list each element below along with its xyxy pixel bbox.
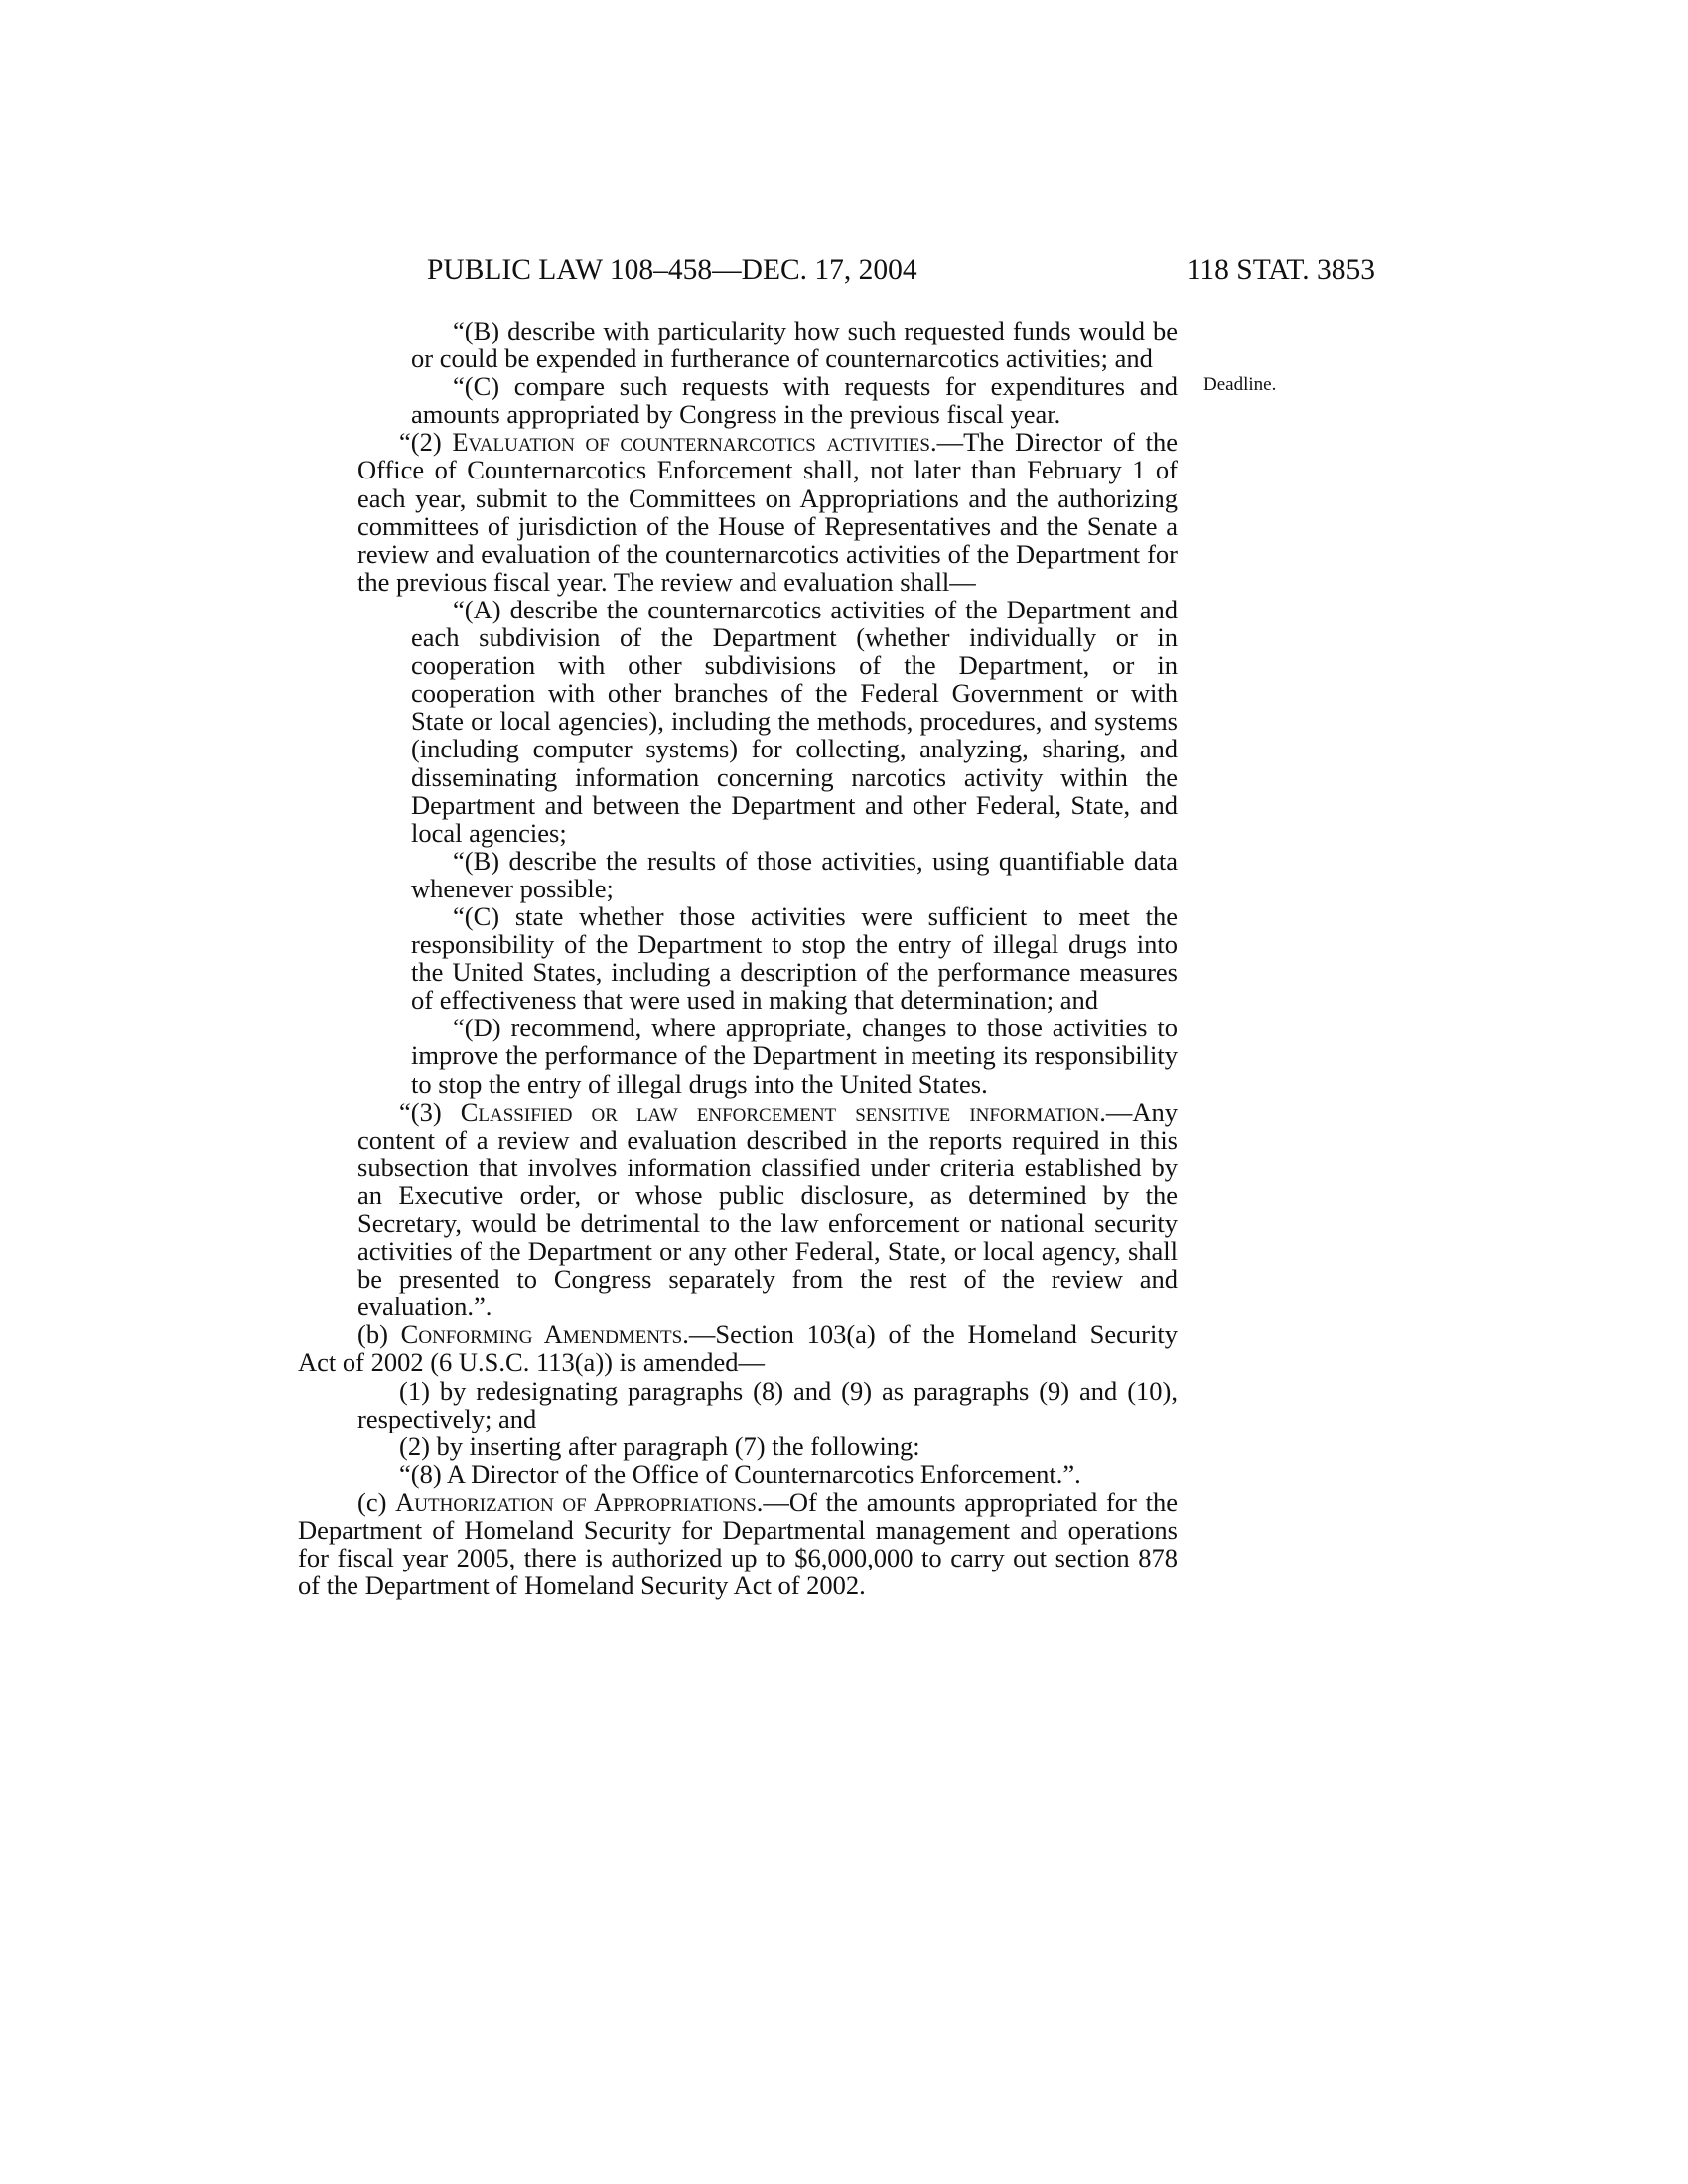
paragraph-2-c: “(C) state whether those activities were sufficient to meet the responsibility of the Department to stop the entry of illegal drugs into the United States, including a description of the performance measures of effectiveness that were used in making that determination; and: [411, 900, 1178, 1016]
paragraph-3-classified: “(3) Classified or law enforcement sensitive information.—Any content of a review and evaluation described in the reports required in this subsection that involves information classified under criteria established by an Executive order, or whose public disclosure, as determined by the Secretary, would be detrimental to the law enforcement or national security activities of the Department or any other Federal, State, or local agency, shall be presented to Congress separately from the rest of the review and evaluation.”.: [357, 1096, 1178, 1322]
section-heading: Conforming Amendments.: [400, 1319, 689, 1350]
inserted-paragraph-8: “(8) A Director of the Office of Counternarcotics Enforcement.”.: [399, 1458, 1081, 1489]
paragraph-1-c: “(C) compare such requests with requests for expenditures and amounts appropriated by Congress in the previous fiscal year.: [411, 371, 1178, 430]
statute-page-number: 118 STAT. 3853: [1186, 254, 1375, 286]
subsection-b-conforming-amendments: (b) Conforming Amendments.—Section 103(a) of the Homeland Security Act of 2002 (6 U.S.C. 113(a)) is amended—: [298, 1319, 1178, 1378]
section-heading: Evaluation of counternarcotics activities.: [452, 427, 937, 458]
paragraph-2-evaluation: “(2) Evaluation of counternarcotics activities.—The Director of the Office of Counternarcotics Enforcement shall, not later than February 1 of each year, submit to the Committees on Appropriations and the authorizing committees of jurisdiction of the House of Representatives and the Senate a review and evaluation of the counternarcotics activities of the Department for the previous fiscal year. The review and evaluation shall—: [357, 427, 1178, 597]
paragraph-1-b: “(B) describe with particularity how such requested funds would be or could be expended in furtherance of counternarcotics activities; and: [411, 316, 1178, 374]
margin-note-deadline: Deadline.: [1203, 374, 1277, 395]
section-heading: Authorization of Appropriations.: [395, 1486, 764, 1517]
amendment-item-1: (1) by redesignating paragraphs (8) and (9) as paragraphs (9) and (10), respectively; and: [357, 1375, 1178, 1433]
document-body: [298, 317, 1178, 1599]
section-heading: Classified or law enforcement sensitive information.: [460, 1096, 1106, 1127]
paragraph-2-d: “(D) recommend, where appropriate, changes to those activities to improve the performance of the Department in meeting its responsibility to stop the entry of illegal drugs into the United States.: [411, 1013, 1178, 1099]
paragraph-2-a: “(A) describe the counternarcotics activities of the Department and each subdivision of the Department (whether individually or in cooperation with other subdivisions of the Department, or in cooperation with other branches of the Federal Government or with State or local agencies), including the methods, procedures, and systems (including computer systems) for collecting, analyzing, sharing, and disseminating information concerning narcotics activity within the Department and between the Department and other Federal, State, and local agencies;: [411, 594, 1178, 848]
amendment-item-2: (2) by inserting after paragraph (7) the following:: [399, 1431, 920, 1461]
paragraph-2-b: “(B) describe the results of those activities, using quantifiable data whenever possible;: [411, 845, 1178, 903]
page-header: [0, 250, 1688, 290]
subsection-c-authorization: (c) Authorization of Appropriations.—Of the amounts appropriated for the Department of Homeland Security for Departmental management and operations for fiscal year 2005, there is authorized up to $6,000,000 to carry out section 878 of the Department of Homeland Security Act of 2002.: [298, 1486, 1178, 1601]
public-law-citation: PUBLIC LAW 108–458—DEC. 17, 2004: [427, 254, 917, 286]
